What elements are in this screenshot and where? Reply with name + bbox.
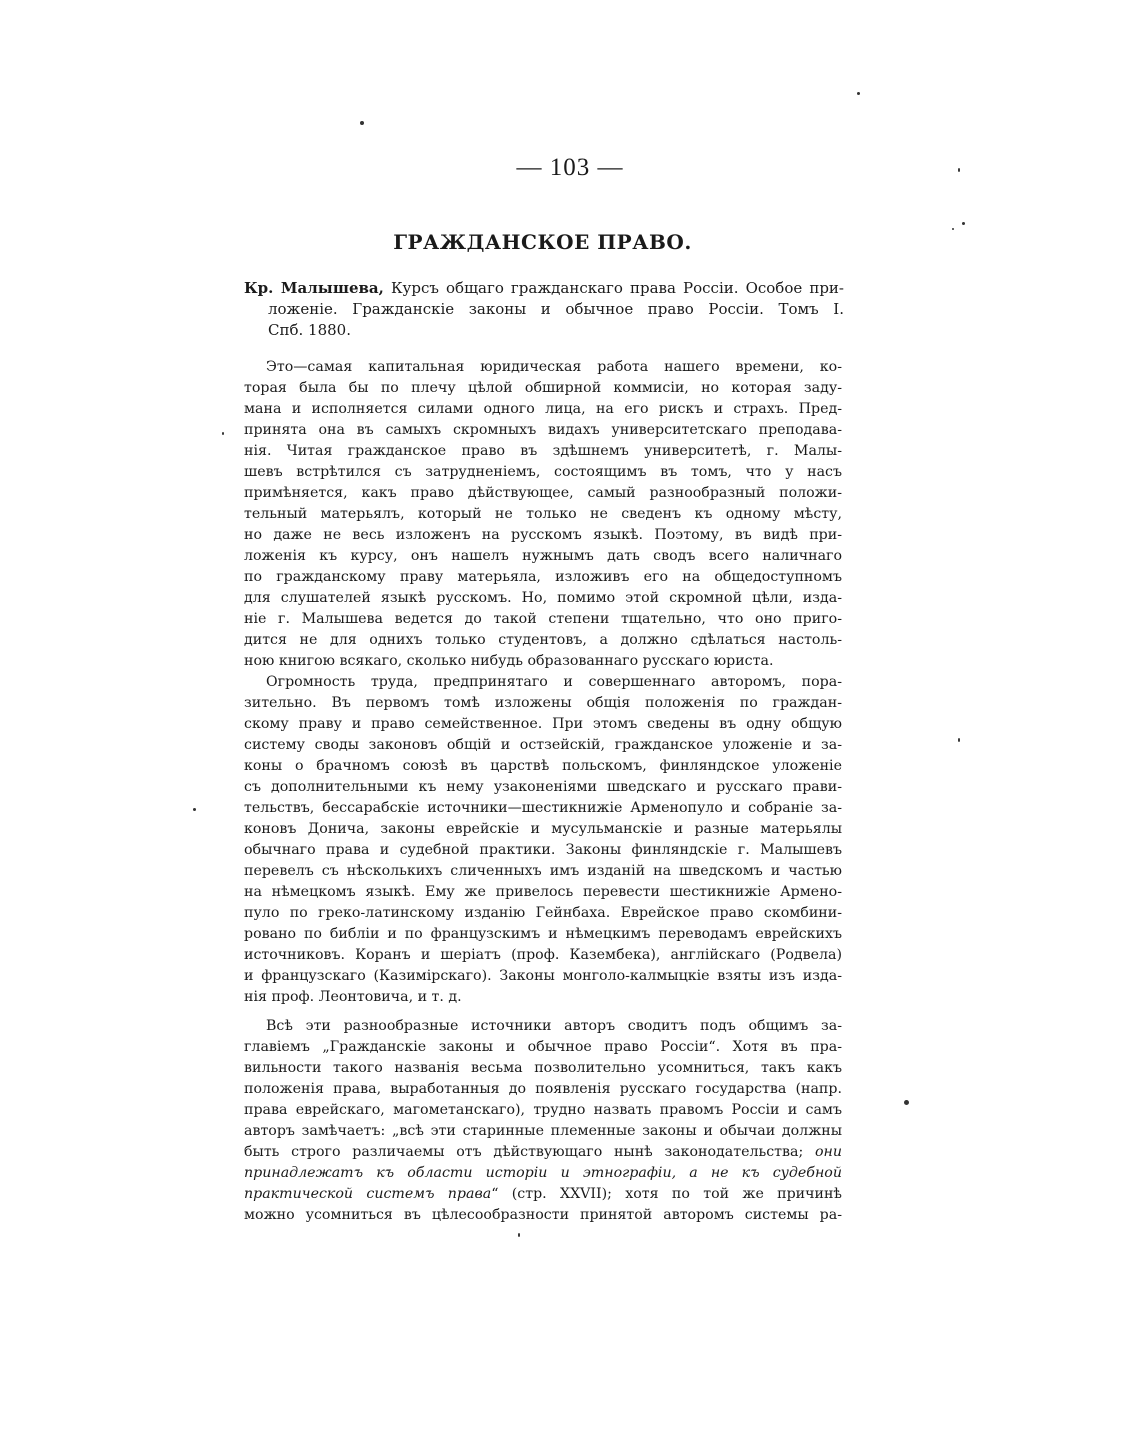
citation-author: Кр. Малышева,	[244, 279, 384, 297]
paragraph-line: примѣняется, какъ право дѣйствующее, самый разнообразный положи-	[244, 485, 842, 501]
paragraph-line: для слушателей языкѣ русскомъ. Но, помимо этой скромной цѣли, изда-	[244, 590, 842, 606]
paragraph-line: Это—самая капитальная юридическая работа нашего времени, ко-	[266, 359, 842, 375]
paragraph-line: по гражданскому праву матерьяла, изложивъ его на общедоступномъ	[244, 569, 842, 585]
paragraph-line: пуло по греко-латинскому изданію Гейнбаха. Еврейское право скомбини-	[244, 905, 842, 921]
paragraph-line: источниковъ. Коранъ и шеріатъ (проф. Казембека), англійскаго (Родвела)	[244, 947, 842, 963]
line-text: “ (стр. XXVII); хотя по той же причинѣ	[491, 1186, 842, 1202]
paragraph-line	[244, 1184, 842, 1205]
paragraph-line: принята она въ самыхъ скромныхъ видахъ университетскаго преподава-	[244, 422, 842, 438]
paragraph-line: на нѣмецкомъ языкѣ. Ему же привелось перевести шестикнижіе Армено-	[244, 884, 842, 900]
scan-speck	[962, 222, 965, 225]
paragraph-line: съ дополнительными къ нему узаконеніями шведскаго и русскаго прави-	[244, 779, 842, 795]
paragraph-line: перевелъ съ нѣсколькихъ сличенныхъ имъ изданій на шведскомъ и частью	[244, 863, 842, 879]
paragraph-line: дится не для однихъ только студентовъ, а должно сдѣлаться настоль-	[244, 632, 842, 648]
italic-quote: практической системъ права	[244, 1186, 492, 1202]
paragraph-line: ровано по библіи и по французскимъ и нѣмецкимъ переводамъ еврейскихъ	[244, 926, 842, 942]
paragraph-line: зительно. Въ первомъ томѣ изложены общія положенія по граждан-	[244, 695, 842, 711]
bibliographic-citation	[244, 278, 844, 341]
citation-line: ложеніе. Гражданскіе законы и обычное право Россіи. Томъ I.	[268, 300, 844, 318]
paragraph-line: коны о брачномъ союзѣ въ царствѣ польскомъ, финляндское уложеніе	[244, 758, 842, 774]
paragraph-line: нія. Читая гражданское право въ здѣшнемъ университетѣ, г. Малы-	[244, 443, 842, 459]
article-body	[244, 357, 842, 1226]
paragraph-line: можно усомниться въ цѣлесообразности принятой авторомъ системы ра-	[244, 1207, 842, 1223]
paragraph-line: главіемъ „Гражданскіе законы и обычное право Россіи“. Хотя въ пра-	[244, 1039, 842, 1055]
paragraph-line: ною книгою всякаго, сколько нибудь образованнаго русскаго юриста.	[244, 653, 774, 669]
paragraph-line: шевъ встрѣтился съ затрудненіемъ, состоящимъ въ томъ, что у насъ	[244, 464, 842, 480]
page-number: — 103 —	[516, 154, 624, 181]
scan-speck	[222, 432, 224, 435]
line-text: быть строго различаемы отъ дѣйствующаго нынѣ законодательства;	[244, 1144, 804, 1160]
scan-speck	[904, 1100, 909, 1105]
paragraph-line: права еврейскаго, магометанскаго), трудно назвать правомъ Россіи и самъ	[244, 1102, 842, 1118]
paragraph-line: но даже не весь изложенъ на русскомъ языкѣ. Поэтому, въ видѣ при-	[244, 527, 842, 543]
paragraph-line: тельный матерьялъ, который не только не сведенъ къ одному мѣсту,	[244, 506, 842, 522]
paragraph-line: скому праву и право семейственное. При этомъ сведены въ одну общую	[244, 716, 842, 732]
paragraph-line: Огромность труда, предпринятаго и совершеннаго авторомъ, пора-	[266, 674, 842, 690]
scan-speck	[952, 228, 954, 230]
italic-quote: они	[814, 1144, 842, 1160]
paragraph-line: тельствъ, бессарабскіе источники—шестикнижіе Арменопуло и собраніе за-	[244, 800, 842, 816]
citation-title: Курсъ общаго гражданскаго права Россіи. Особое при-	[390, 279, 844, 297]
citation-line: Спб. 1880.	[268, 321, 351, 339]
paragraph-line: вильности такого названія весьма позволительно усомниться, такъ какъ	[244, 1060, 842, 1076]
paragraph-line: ложенія къ курсу, онъ нашелъ нужнымъ дать сводъ всего наличнаго	[244, 548, 842, 564]
paragraph-line: мана и исполняется силами одного лица, на его рискъ и страхъ. Пред-	[244, 401, 842, 417]
scan-speck	[958, 738, 960, 742]
paragraph-line: и французскаго (Казимірскаго). Законы монголо-калмыцкіе взяты изъ изда-	[244, 968, 842, 984]
scan-speck	[360, 121, 364, 125]
paragraph-line: торая была бы по плечу цѣлой обширной коммисіи, но которая заду-	[244, 380, 842, 396]
paragraph-line: обычнаго права и судебной практики. Законы финляндскіе г. Малышевъ	[244, 842, 842, 858]
italic-quote-line: принадлежатъ къ области исторіи и этнографіи, а не къ судебной	[244, 1165, 842, 1181]
paragraph-line: Всѣ эти разнообразные источники авторъ сводитъ подъ общимъ за-	[266, 1018, 842, 1034]
section-title: ГРАЖДАНСКОЕ ПРАВО.	[393, 230, 692, 254]
scan-speck	[857, 92, 860, 95]
scan-speck	[193, 808, 196, 811]
paragraph-line: систему своды законовъ общій и остзейскій, гражданское уложеніе и за-	[244, 737, 842, 753]
paragraph-line: нія проф. Леонтовича, и т. д.	[244, 989, 462, 1005]
paragraph-line: коновъ Донича, законы еврейскіе и мусульманскіе и разные матерьялы	[244, 821, 842, 837]
scan-speck	[958, 168, 960, 172]
paragraph-line	[244, 1142, 842, 1163]
paragraph-line: ніе г. Малышева ведется до такой степени тщательно, что оно приго-	[244, 611, 842, 627]
paragraph-line: авторъ замѣчаетъ: „всѣ эти старинные племенные законы и обычаи должны	[244, 1123, 842, 1139]
paragraph-line: положенія права, выработанныя до появленія русскаго государства (напр.	[244, 1081, 842, 1097]
scan-speck	[518, 1233, 520, 1237]
citation-line	[244, 278, 844, 299]
